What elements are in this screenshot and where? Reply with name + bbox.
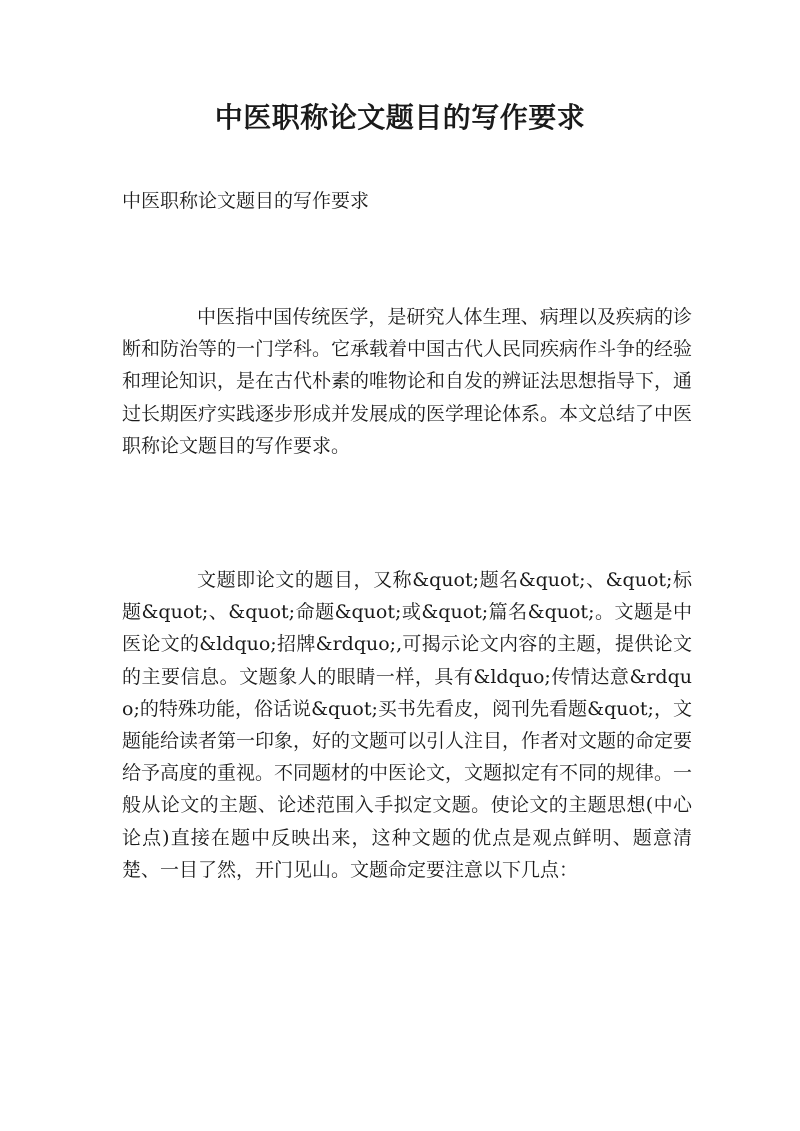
document-subtitle: 中医职称论文题目的写作要求 — [122, 190, 370, 212]
body-paragraph-title-definition: 文题即论文的题目，又称&quot;题名&quot;、&quot;标题&quot;、&quot;命题&quot;或&quot;篇名&quot;。文题是中医论文的&ldquo;招牌&rdquo;,可揭示论文内容的主题，提供论文的主要信息。文题象人的眼睛一样，具有&ldquo;传情达意&rdquo;的特殊功能，俗话说&quot;买书先看皮，阅刊先看题&quot;，文题能给读者第一印象，好的文题可以引人注目，作者对文题的命定要给予高度的重视。不同题材的中医论文，文题拟定有不同的规律。一般从论文的主题、论述范围入手拟定文题。使论文的主题思想(中心论点)直接在题中反映出来，这种文题的优点是观点鲜明、题意清楚、一目了然，开门见山。文题命定要注意以下几点： — [122, 569, 693, 881]
body-paragraph-intro: 中医指中国传统医学，是研究人体生理、病理以及疾病的诊断和防治等的一门学科。它承载着中国古代人民同疾病作斗争的经验和理论知识，是在古代朴素的唯物论和自发的辨证法思想指导下，通过长期医疗实践逐步形成并发展成的医学理论体系。本文总结了中医职称论文题目的写作要求。 — [122, 306, 693, 457]
document-title: 中医职称论文题目的写作要求 — [214, 101, 586, 134]
